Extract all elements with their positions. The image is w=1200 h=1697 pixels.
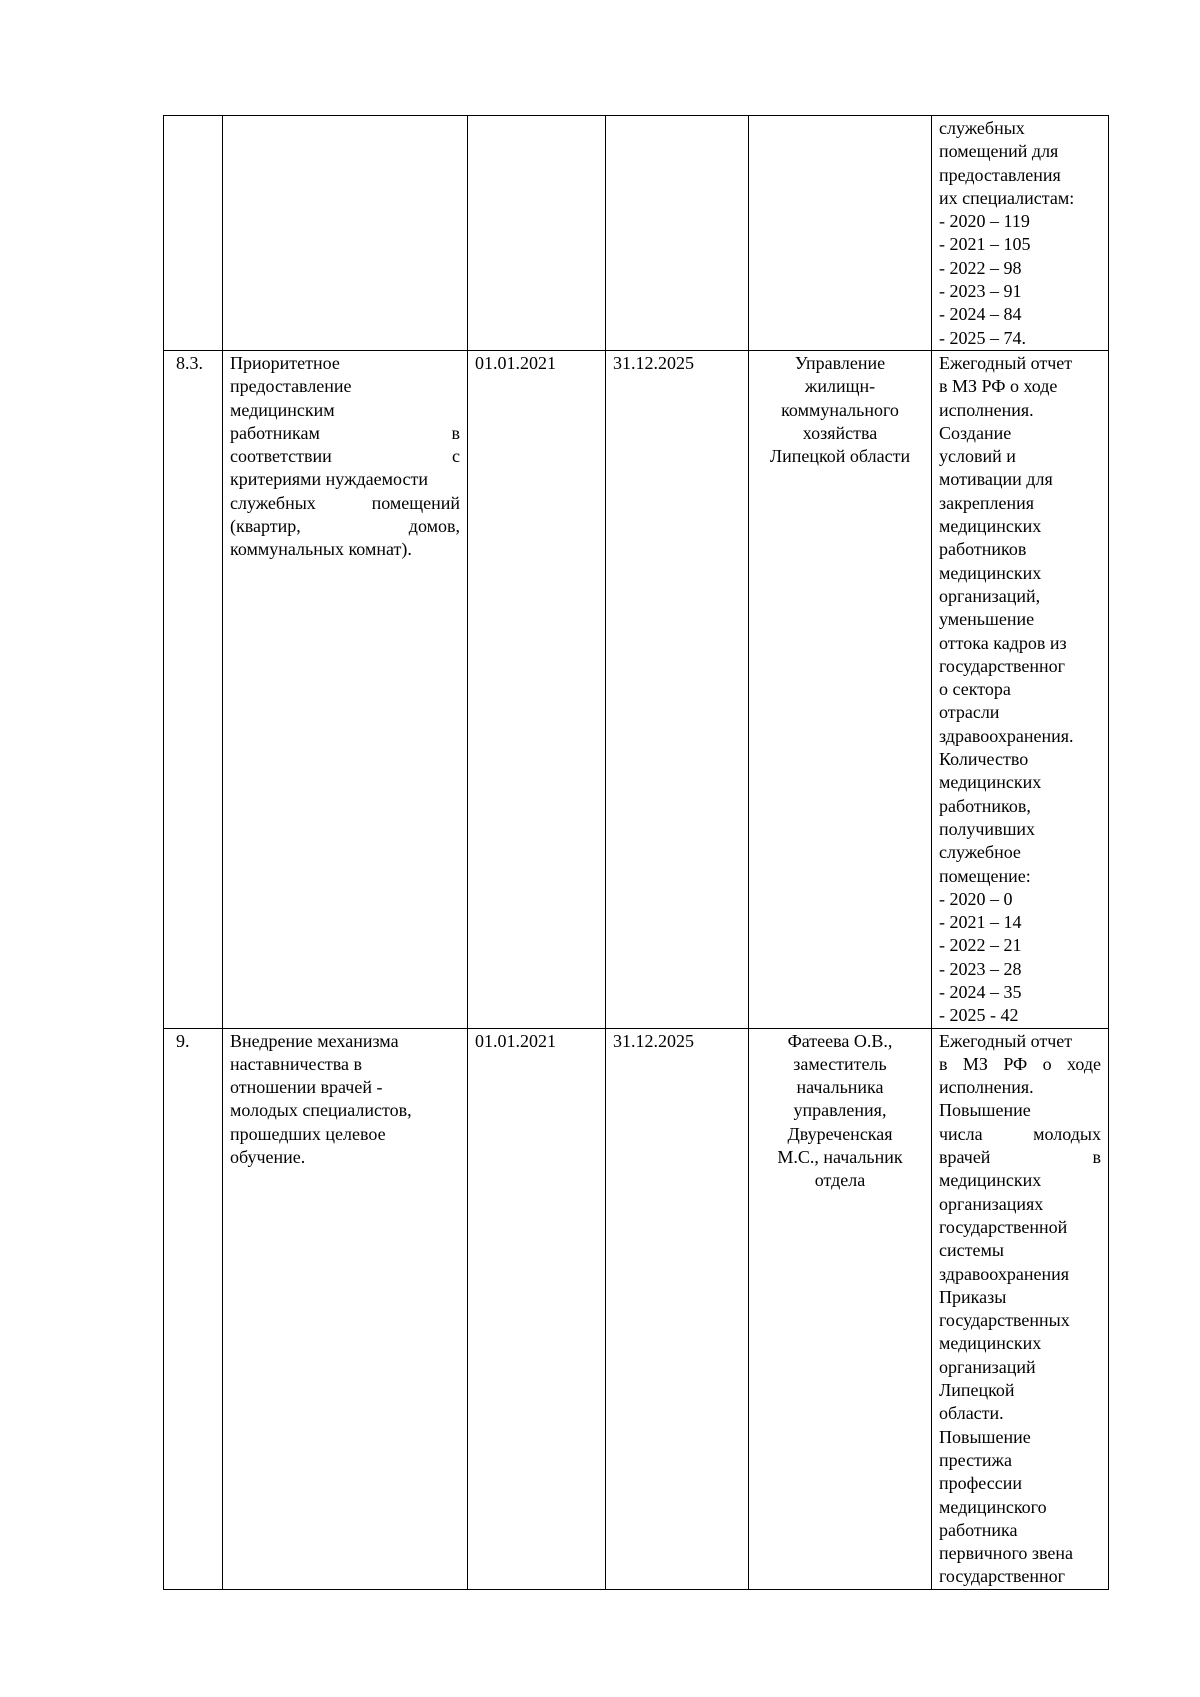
- activity-cell: [223, 116, 468, 351]
- result-cell-line: закрепления: [939, 492, 1034, 513]
- activity-cell-word: служебных: [230, 492, 316, 513]
- activity-cell-line: [230, 422, 460, 445]
- responsible-cell-line: отдела: [814, 1170, 866, 1191]
- result-cell-line: Создание: [939, 422, 1012, 443]
- result-cell: [932, 1028, 1109, 1589]
- responsible-cell-line: жилищн-: [804, 376, 876, 397]
- start-date: 01.01.2021: [468, 1028, 606, 1589]
- responsible-cell-line: начальника: [796, 1077, 884, 1098]
- result-cell-line: государственног: [939, 1566, 1066, 1587]
- activity-cell-line: Внедрение механизма: [230, 1030, 399, 1051]
- row-number: 9.: [164, 1028, 223, 1589]
- result-cell-line: системы: [939, 1240, 1004, 1261]
- responsible-cell: [749, 116, 932, 351]
- activity-cell-line: коммунальных комнат).: [230, 539, 412, 560]
- activity-cell-line: предоставление: [230, 376, 352, 397]
- activity-cell-word: (квартир,: [230, 516, 301, 537]
- row-number: [164, 116, 223, 351]
- result-cell-line: Повышение: [939, 1426, 1031, 1447]
- result-cell-line: оттока кадров из: [939, 632, 1067, 653]
- table-body: [164, 116, 1109, 1590]
- result-cell-line: области.: [939, 1403, 1004, 1424]
- result-cell-line: помещений для: [939, 141, 1059, 162]
- result-cell-word: врачей: [939, 1147, 991, 1168]
- result-cell-line: здравоохранения.: [939, 725, 1074, 746]
- result-cell: [932, 116, 1109, 351]
- result-cell-word: ходе: [1067, 1053, 1101, 1074]
- start-date: [468, 116, 606, 351]
- row-number: 8.3.: [164, 350, 223, 1028]
- activity-cell-word: домов,: [408, 516, 460, 537]
- activity-cell-line: прошедших целевое: [230, 1123, 386, 1144]
- result-cell-line: - 2025 - 42: [939, 1005, 1019, 1026]
- activity-cell-line: [230, 492, 460, 515]
- result-cell-line: [939, 1146, 1101, 1169]
- result-cell-line: уменьшение: [939, 609, 1035, 630]
- result-cell-line: - 2024 – 35: [939, 981, 1022, 1002]
- responsible-cell: [749, 350, 932, 1028]
- result-cell-line: первичного звена: [939, 1543, 1073, 1564]
- result-cell-line: - 2023 – 28: [939, 958, 1022, 979]
- result-cell-word: молодых: [1033, 1123, 1101, 1144]
- activity-cell-line: Приоритетное: [230, 352, 340, 373]
- responsible-cell-line: хозяйства: [802, 422, 878, 443]
- result-cell-line: получивших: [939, 818, 1036, 839]
- activity-cell-line: отношении врачей -: [230, 1077, 383, 1098]
- result-cell-line: государственног: [939, 655, 1066, 676]
- result-cell-line: Повышение: [939, 1100, 1031, 1121]
- result-cell-line: - 2021 – 14: [939, 912, 1022, 933]
- result-cell-line: организациях: [939, 1193, 1044, 1214]
- result-cell-line: Ежегодный отчет: [939, 352, 1073, 373]
- responsible-cell-line: М.С., начальник: [777, 1147, 903, 1168]
- activity-cell-line: обучение.: [230, 1147, 306, 1168]
- result-cell-line: предоставления: [939, 164, 1061, 185]
- result-cell-word: МЗ: [962, 1053, 988, 1074]
- result-cell-word: числа: [939, 1123, 983, 1144]
- activity-cell-word: соответствии: [230, 446, 332, 467]
- result-cell-word: в: [939, 1053, 948, 1074]
- result-cell-line: их специалистам:: [939, 187, 1075, 208]
- result-cell-line: Количество: [939, 749, 1029, 770]
- activity-cell-word: в: [451, 422, 460, 443]
- plan-table: [163, 115, 1109, 1590]
- responsible-cell: [749, 1028, 932, 1589]
- result-cell-line: [939, 1123, 1101, 1146]
- responsible-cell-line: Фатеева О.В.,: [787, 1030, 893, 1051]
- activity-cell-line: медицинским: [230, 399, 335, 420]
- result-cell-line: служебных: [939, 118, 1025, 138]
- table-row: [164, 350, 1109, 1028]
- activity-cell-line: критериями нуждаемости: [230, 469, 428, 490]
- result-cell-line: медицинских: [939, 772, 1042, 793]
- result-cell-line: престижа: [939, 1449, 1012, 1470]
- result-cell-line: организаций: [939, 1356, 1036, 1377]
- end-date: [606, 116, 749, 351]
- start-date: 01.01.2021: [468, 350, 606, 1028]
- result-cell-line: мотивации для: [939, 469, 1053, 490]
- result-cell-line: помещение:: [939, 865, 1031, 886]
- result-cell-line: государственных: [939, 1310, 1070, 1331]
- activity-cell-word: работникам: [230, 422, 320, 443]
- result-cell-line: - 2024 – 84: [939, 304, 1022, 325]
- result-cell-line: профессии: [939, 1473, 1022, 1494]
- result-cell-line: Приказы: [939, 1286, 1007, 1307]
- end-date: 31.12.2025: [606, 350, 749, 1028]
- result-cell-line: медицинских: [939, 1170, 1042, 1191]
- activity-cell-line: молодых специалистов,: [230, 1100, 412, 1121]
- result-cell-line: условий и: [939, 446, 1016, 467]
- responsible-cell-line: Двуреченская: [787, 1123, 893, 1144]
- result-cell-line: работников,: [939, 795, 1031, 816]
- result-cell-word: РФ: [1003, 1053, 1028, 1074]
- result-cell-line: - 2021 – 105: [939, 234, 1031, 255]
- result-cell: [932, 350, 1109, 1028]
- responsible-cell-line: Управление: [794, 352, 886, 373]
- result-cell-line: Липецкой: [939, 1380, 1015, 1401]
- activity-cell-line: наставничества в: [230, 1053, 363, 1074]
- result-cell-line: - 2022 – 98: [939, 257, 1022, 278]
- result-cell-line: здравоохранения: [939, 1263, 1070, 1284]
- activity-cell-word: помещений: [371, 492, 460, 513]
- result-cell-line: медицинских: [939, 516, 1042, 537]
- result-cell-line: - 2020 – 0: [939, 888, 1013, 909]
- result-cell-line: - 2020 – 119: [939, 211, 1030, 232]
- result-cell-line: работника: [939, 1519, 1018, 1540]
- activity-cell-word: с: [452, 446, 460, 467]
- result-cell-word: в: [1092, 1147, 1101, 1168]
- result-cell-line: о сектора: [939, 679, 1011, 700]
- activity-cell-line: [230, 515, 460, 538]
- activity-cell: [223, 350, 468, 1028]
- result-cell-word: о: [1042, 1053, 1052, 1074]
- responsible-cell-line: управления,: [793, 1100, 887, 1121]
- result-cell-line: в МЗ РФ о ходе: [939, 376, 1058, 397]
- result-cell-line: государственной: [939, 1216, 1068, 1237]
- table-row: [164, 1028, 1109, 1589]
- result-cell-line: исполнения.: [939, 399, 1034, 420]
- result-cell-line: служебное: [939, 842, 1021, 863]
- result-cell-line: Ежегодный отчет: [939, 1030, 1073, 1051]
- activity-cell: [223, 1028, 468, 1589]
- responsible-cell-line: заместитель: [793, 1053, 887, 1074]
- result-cell-line: работников: [939, 539, 1027, 560]
- responsible-cell-line: коммунального: [781, 399, 899, 420]
- result-cell-line: - 2025 – 74.: [939, 327, 1026, 348]
- result-cell-line: медицинского: [939, 1496, 1047, 1517]
- table-row: [164, 116, 1109, 351]
- result-cell-line: медицинских: [939, 1333, 1042, 1354]
- result-cell-line: [939, 1053, 1101, 1076]
- activity-cell-line: [230, 445, 460, 468]
- result-cell-line: организаций,: [939, 585, 1041, 606]
- result-cell-line: исполнения.: [939, 1077, 1034, 1098]
- result-cell-line: медицинских: [939, 562, 1042, 583]
- end-date: 31.12.2025: [606, 1028, 749, 1589]
- responsible-cell-line: Липецкой области: [769, 446, 911, 467]
- result-cell-line: отрасли: [939, 702, 1000, 723]
- result-cell-line: - 2023 – 91: [939, 281, 1022, 302]
- result-cell-line: - 2022 – 21: [939, 935, 1022, 956]
